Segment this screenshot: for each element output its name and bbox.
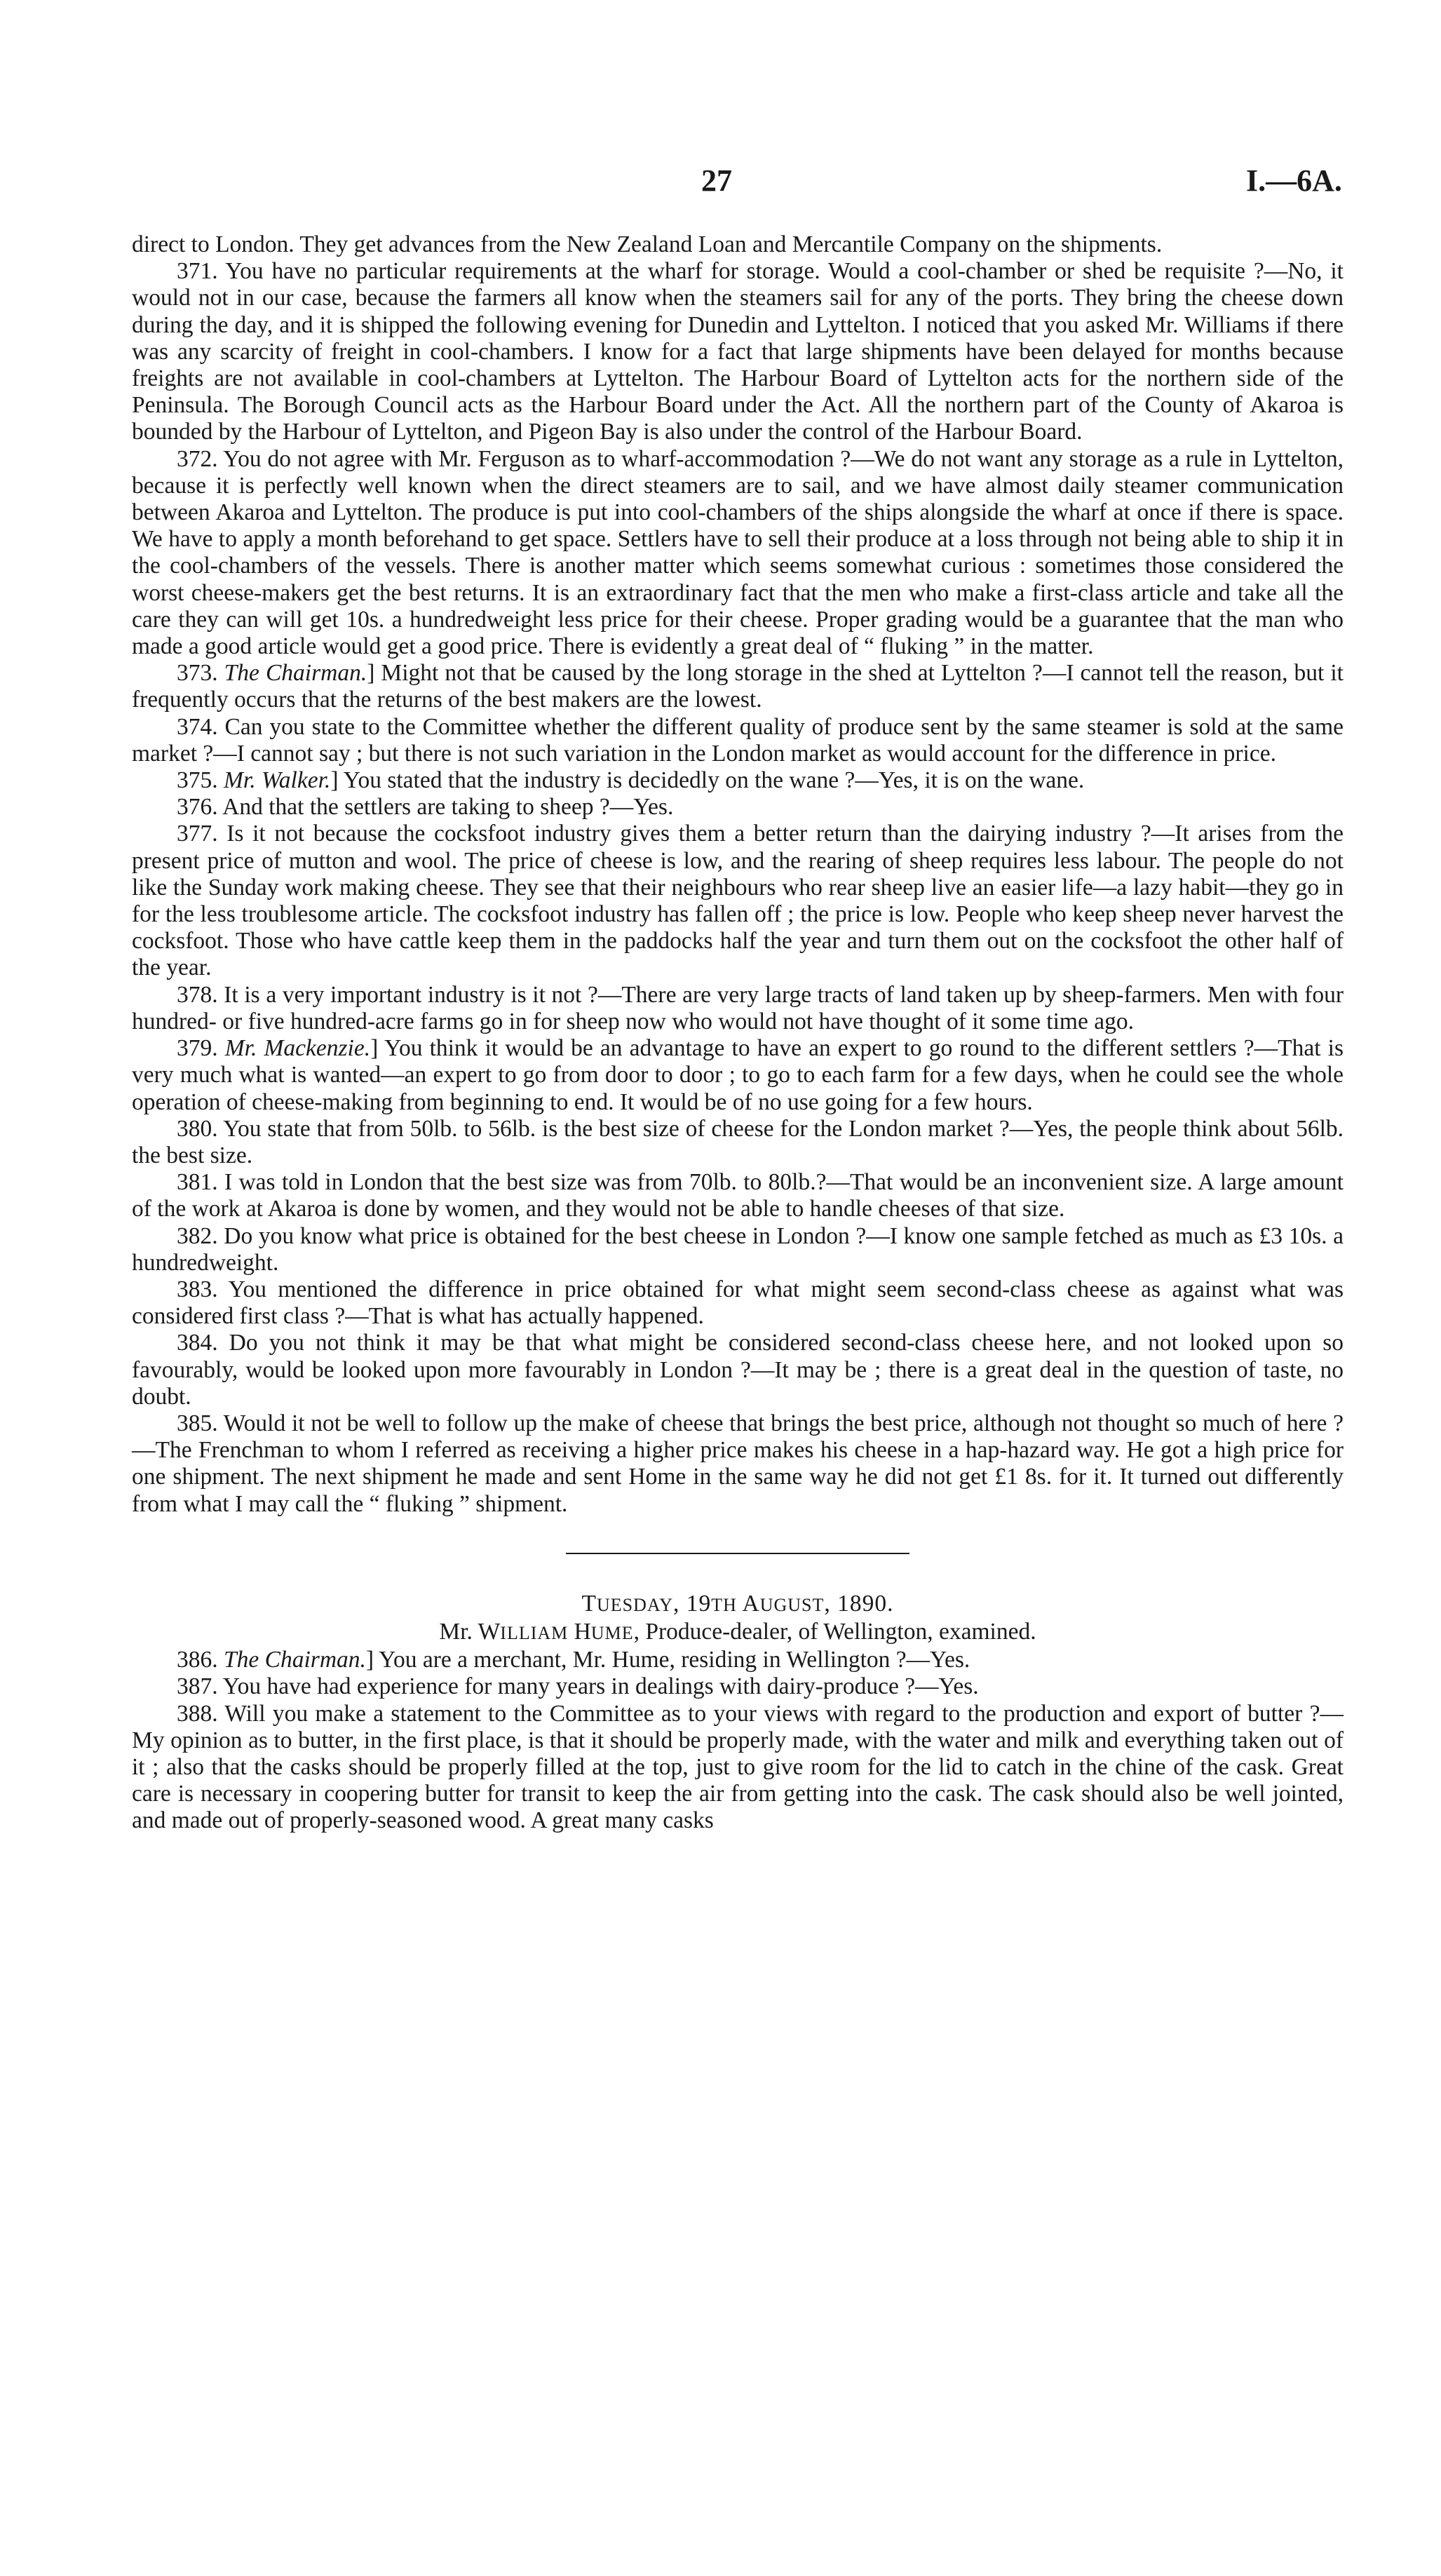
question-text: ] Might not that be caused by the long storage in the shed at Lyttelton ?—I cannot tell the reason, but it frequently occurs that the returns of the best makers are the lowest. [132, 660, 1344, 713]
witness-last-letter: H [568, 1618, 591, 1645]
question-384: 384. Do you not think it may be that what might be considered second-class cheese here, and not looked upon so favourably, would be looked upon more favourably in London ?—It may be ; there is a great deal in the question of taste, no doubt. [132, 1330, 1344, 1410]
question-386 [132, 1647, 1344, 1673]
date-suffix: TH [711, 1594, 737, 1615]
session-date [132, 1591, 1344, 1619]
witness-title: Mr. [439, 1618, 478, 1645]
question-379 [132, 1035, 1344, 1116]
witness-first-letter: W [478, 1618, 501, 1645]
question-text: ] You think it would be an advantage to have an expert to go round to the different settlers ?—That is very much what is wanted—an expert to go from door to door ; to go to each farm for a few days, when he could see the whole operation of cheese-making from beginning to end. It would be of no use going for a few hours. [132, 1035, 1344, 1115]
speaker-name: Mr. Walker. [224, 767, 331, 794]
question-385: 385. Would it not be well to follow up the make of cheese that brings the best price, although not thought so much of here ?—The Frenchman to whom I referred as receiving a higher price makes his cheese in a hap-hazard way. He got a high price for one shipment. The next shipment he made and sent Home in the same way he did not get £1 8s. for it. It turned out differently from what I may call the “ fluking ” shipment. [132, 1410, 1344, 1517]
page-reference: I.—6A. [1246, 163, 1342, 198]
question-374: 374. Can you state to the Committee whether the different quality of produce sent by the same steamer is sold at the same market ?—I cannot say ; but there is not such variation in the London market as would account for the difference in price. [132, 713, 1344, 767]
question-number: 379. [177, 1035, 218, 1062]
section-divider [566, 1553, 909, 1554]
question-382: 382. Do you know what price is obtained for the best cheese in London ?—I know one sample fetched as much as £3 10s. a hundredweight. [132, 1222, 1344, 1276]
date-month-letter: A [736, 1590, 760, 1617]
witness-heading [132, 1619, 1344, 1647]
witness-last-smallcaps: UME [590, 1622, 634, 1643]
speaker-name: Mr. Mackenzie. [224, 1035, 371, 1062]
page-body [132, 231, 1344, 1835]
speaker-name: The Chairman. [224, 1647, 366, 1673]
question-377: 377. Is it not because the cocksfoot industry gives them a better return than the dairying industry ?—It arises from the present price of mutton and wool. The price of cheese is low, and the rearing of sheep requires less labour. The people do not like the Sunday work making cheese. They see that their neighbours who rear sheep live an easier life—a lazy habit—they go in for the less troublesome article. The cocksfoot industry has fallen off ; the price is low. People who keep sheep never harvest the cocksfoot. Those who have cattle keep them in the paddocks half the year and turn them out on the cocksfoot the other half of the year. [132, 821, 1344, 981]
date-month-smallcaps: UGUST [759, 1594, 825, 1615]
question-373 [132, 660, 1344, 713]
witness-first-smallcaps: ILLIAM [500, 1622, 569, 1643]
question-text: ] You stated that the industry is decidedly on the wane ?—Yes, it is on the wane. [330, 767, 1085, 794]
paragraph-continuation: direct to London. They get advances from the New Zealand Loan and Mercantile Company on the shipments. [132, 231, 1163, 257]
date-smallcaps: UESDAY [596, 1594, 674, 1615]
question-380: 380. You state that from 50lb. to 56lb. is the best size of cheese for the London market ?—Yes, the people think about 56lb. the best size. [132, 1115, 1344, 1168]
question-number: 375. [177, 767, 218, 794]
question-381: 381. I was told in London that the best size was from 70lb. to 80lb.?—That would be an inconvenient size. A large amount of the work at Akaroa is done by women, and they would not be able to handle cheeses of that size. [132, 1169, 1344, 1222]
date-letter: T [581, 1590, 597, 1617]
question-text: ] You are a merchant, Mr. Hume, residing in Wellington ?—Yes. [365, 1647, 970, 1673]
question-378: 378. It is a very important industry is it not ?—There are very large tracts of land taken up by sheep-farmers. Men with four hundred- or five hundred-acre farms go in for sheep now who would not have thought of it some time ago. [132, 981, 1344, 1034]
witness-description: , Produce-dealer, of Wellington, examined. [633, 1618, 1036, 1645]
question-388: 388. Will you make a statement to the Committee as to your views with regard to the production and export of butter ?—My opinion as to butter, in the first place, is that it should be properly made, with the water and milk and everything taken out of it ; also that the casks should be properly filled at the top, just to give room for the lid to catch in the chine of the cask. Great care is necessary in coopering butter for transit to keep the air from getting into the cask. The cask should also be well jointed, and made out of properly-seasoned wood. A great many casks [132, 1700, 1344, 1834]
question-371: 371. You have no particular requirements at the wharf for storage. Would a cool-chamber or shed be requisite ?—No, it would not in our case, because the farmers all know when the steamers sail for any of the ports. They bring the cheese down during the day, and it is shipped the following evening for Dunedin and Lyttelton. I noticed that you asked Mr. Williams if there was any scarcity of freight in cool-chambers. I know for a fact that large shipments have been delayed for months because freights are not available in cool-chambers at Lyttelton. The Harbour Board of Lyttelton acts for the northern side of the Peninsula. The Borough Council acts as the Harbour Board under the Act. All the northern part of the County of Akaroa is bounded by the Harbour of Lyttelton, and Pigeon Bay is also under the control of the Harbour Board. [132, 258, 1344, 445]
question-number: 386. [177, 1647, 218, 1673]
date-year: , 1890. [824, 1590, 894, 1617]
date-day: , 19 [673, 1590, 712, 1617]
page-header [0, 163, 1441, 205]
page-number: 27 [701, 163, 732, 198]
question-376: 376. And that the settlers are taking to sheep ?—Yes. [177, 794, 674, 821]
question-375 [132, 767, 1344, 794]
question-387: 387. You have had experience for many years in dealings with dairy-produce ?—Yes. [177, 1673, 979, 1700]
question-number: 373. [177, 660, 218, 687]
question-372: 372. You do not agree with Mr. Ferguson as to wharf-accommodation ?—We do not want any storage as a rule in Lyttelton, because it is perfectly well known when the direct steamers are to sail, and we have almost daily steamer communication between Akaroa and Lyttelton. The produce is put into cool-chambers of the ships alongside the wharf at once if there is space. We have to apply a month beforehand to get space. Settlers have to sell their produce at a loss through not being able to ship it in the cool-chambers of the vessels. There is another matter which seems somewhat curious : sometimes those considered the worst cheese-makers get the best returns. It is an extraordinary fact that the men who make a first-class article and take all the care they can will get 10s. a hundredweight less price for their cheese. Proper grading would be a guarantee that the man who made a good article would get a good price. There is evidently a great deal of “ fluking ” in the matter. [132, 445, 1344, 660]
speaker-name: The Chairman. [224, 660, 367, 687]
question-383: 383. You mentioned the difference in price obtained for what might seem second-class cheese as against what was considered first class ?—That is what has actually happened. [132, 1276, 1344, 1330]
